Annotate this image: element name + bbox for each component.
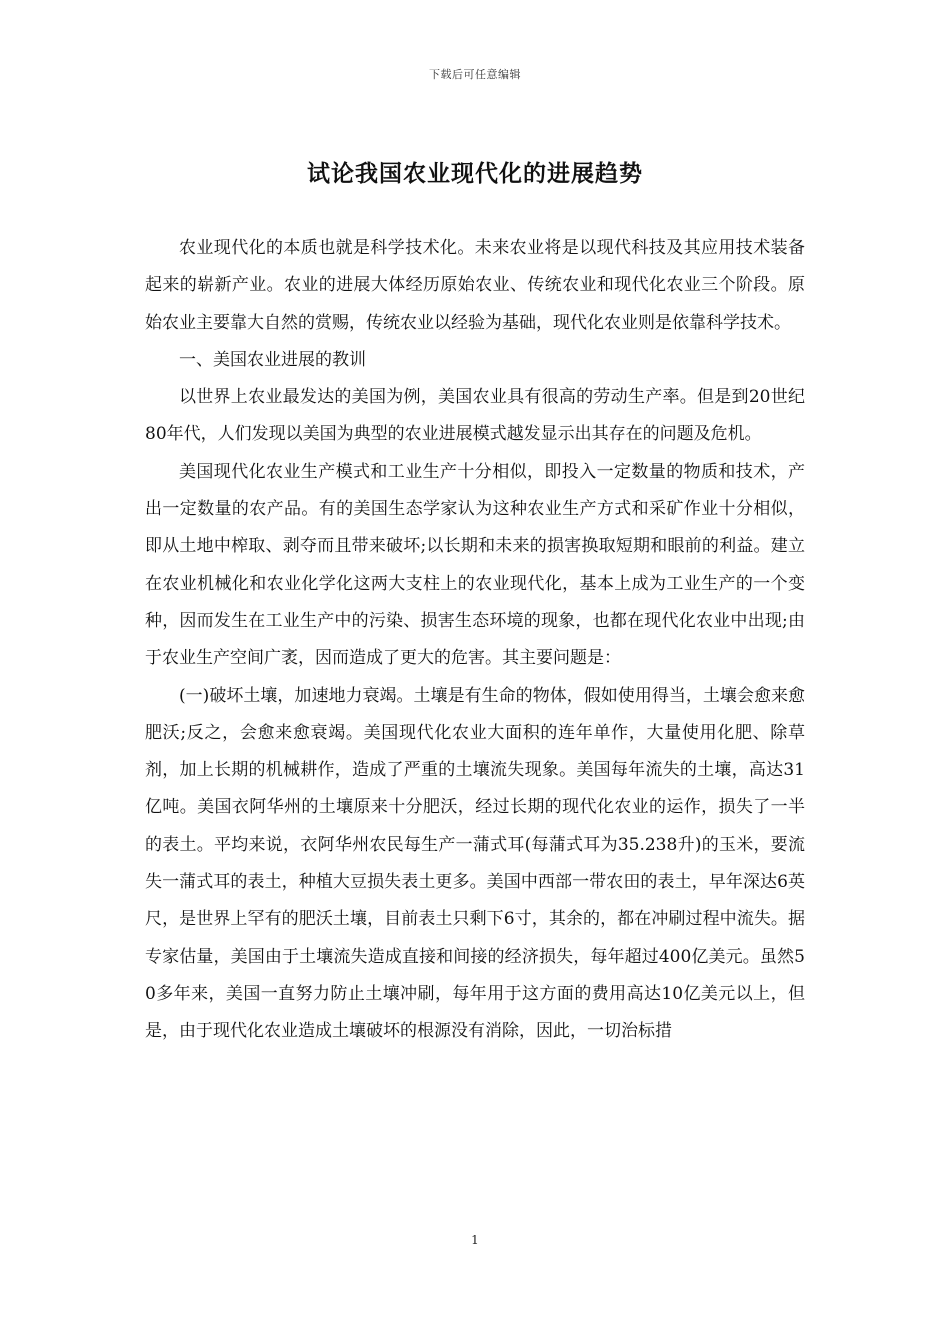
paragraph-intro: 农业现代化的本质也就是科学技术化。未来农业将是以现代科技及其应用技术装备起来的崭新产业。农业的进展大体经历原始农业、传统农业和现代化农业三个阶段。原始农业主要靠大自然的赏赐，传统农业以经验为基础，现代化农业则是依靠科学技术。 [145, 238, 805, 333]
document-title: 试论我国农业现代化的进展趋势 [307, 161, 643, 187]
page-number: 1 [471, 1233, 479, 1247]
paragraph-us-example: 以世界上农业最发达的美国为例，美国农业具有很高的劳动生产率。但是到20世纪80年代，人们发现以美国为典型的农业进展模式越发显示出其存在的问题及危机。 [145, 387, 805, 445]
paragraph-soil-damage: (一)破坏土壤，加速地力衰竭。土壤是有生命的物体，假如使用得当，土壤会愈来愈肥沃;反之，会愈来愈衰竭。美国现代化农业大面积的连年单作，大量使用化肥、除草剂，加上长期的机械耕作，造成了严重的土壤流失现象。美国每年流失的土壤，高达31亿吨。美国衣阿华州的土壤原来十分肥沃，经过长期的现代化农业的运作，损失了一半的表土。平均来说，衣阿华州农民每生产一蒲式耳(每蒲式耳为35.238升)的玉米，要流失一蒲式耳的表土，种植大豆损失表土更多。美国中西部一带农田的表土，早年深达6英尺，是世界上罕有的肥沃土壤，目前表土只剩下6寸，其余的，都在冲刷过程中流失。据专家估量，美国由于土壤流失造成直接和间接的经济损失，每年超过400亿美元。虽然50多年来，美国一直努力防止土壤冲刷，每年用于这方面的费用高达10亿美元以上，但是，由于现代化农业造成土壤破坏的根源没有消除，因此，一切治标措 [145, 685, 805, 1042]
section-heading: 一、美国农业进展的教训 [179, 349, 366, 370]
page-header: 下载后可任意编辑 [429, 68, 521, 81]
document-body [145, 230, 805, 1051]
paragraph-us-model: 美国现代化农业生产模式和工业生产十分相似，即投入一定数量的物质和技术，产出一定数量的农产品。有的美国生态学家认为这种农业生产方式和采矿作业十分相似，即从土地中榨取、剥夺而且带来破坏;以长期和未来的损害换取短期和眼前的利益。建立在农业机械化和农业化学化这两大支柱上的农业现代化，基本上成为工业生产的一个变种，因而发生在工业生产中的污染、损害生态环境的现象，也都在现代化农业中出现;由于农业生产空间广袤，因而造成了更大的危害。其主要问题是： [145, 461, 805, 669]
